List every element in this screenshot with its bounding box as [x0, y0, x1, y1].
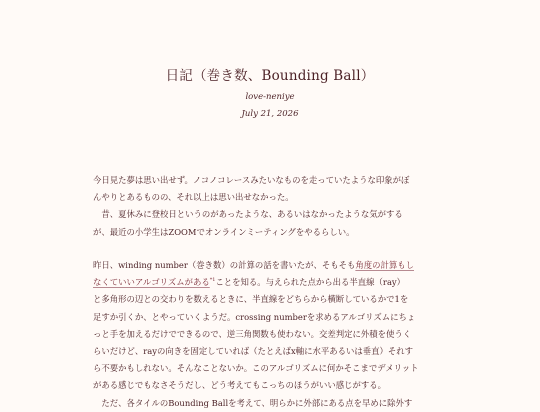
- paragraph-winding-number: [93, 257, 449, 412]
- text-line: ただ、各タイルのBounding Ballを考えて、明らかに外部にある点を早めに除外す: [101, 397, 413, 408]
- text-line: ら不要かもしれない。そんなことないか。このアルゴリズムに何かそこまでデメリット: [93, 363, 419, 374]
- text-line: っと手を加えるだけでできるので、逆三角関数も使わない。交差判定に外積を使うく: [93, 328, 412, 339]
- text-segment: ことを知る。与えられた点から出る半直線（ray）: [215, 277, 406, 288]
- text-line: がある感じでもなさそうだし、どう考えてもこっちのほうがいい感じがする。: [93, 380, 386, 391]
- text-line: んやりとあるものの、それ以上は思い出せなかった。: [93, 192, 294, 203]
- author: love-neniye: [245, 92, 295, 102]
- text-line: 足すか引くか、とやっていくようだ。crossing numberを求めるアルゴリズムにちょ: [93, 311, 416, 322]
- angle-article-link[interactable]: 角度の計算もし: [355, 260, 414, 270]
- footnote-link[interactable]: *1: [209, 277, 216, 284]
- date: July 21, 2026: [241, 109, 299, 119]
- text-line: らいだけど、rayの向きを固定していれば（たとえばx軸に水平あるいは垂直）それす: [93, 345, 413, 356]
- angle-article-link-continued[interactable]: なくていいアルゴリズムがある: [93, 277, 210, 288]
- text-line: 今日見た夢は思い出せず。ノコノコレースみたいなものを走っていたような印象がぼ: [93, 175, 410, 185]
- paragraph-dream: [93, 172, 449, 241]
- text-line: [93, 257, 449, 274]
- text-line: [93, 274, 449, 291]
- text-line: が、最近の小学生はZOOMでオンラインミーティングをやるらしい。: [93, 226, 355, 237]
- text-line: 昔、夏休みに登校日というのがあったような、あるいはなかったような気がする: [101, 209, 403, 220]
- page-title: 日記（巻き数、Bounding Ball）: [165, 68, 375, 84]
- text-segment: 昨日、winding number（巻き数）の計算の話を書いたが、そもそも: [93, 260, 356, 270]
- text-line: と多角形の辺との交わりを数えるときに、半直線をどちらから横断しているかで1を: [93, 294, 409, 305]
